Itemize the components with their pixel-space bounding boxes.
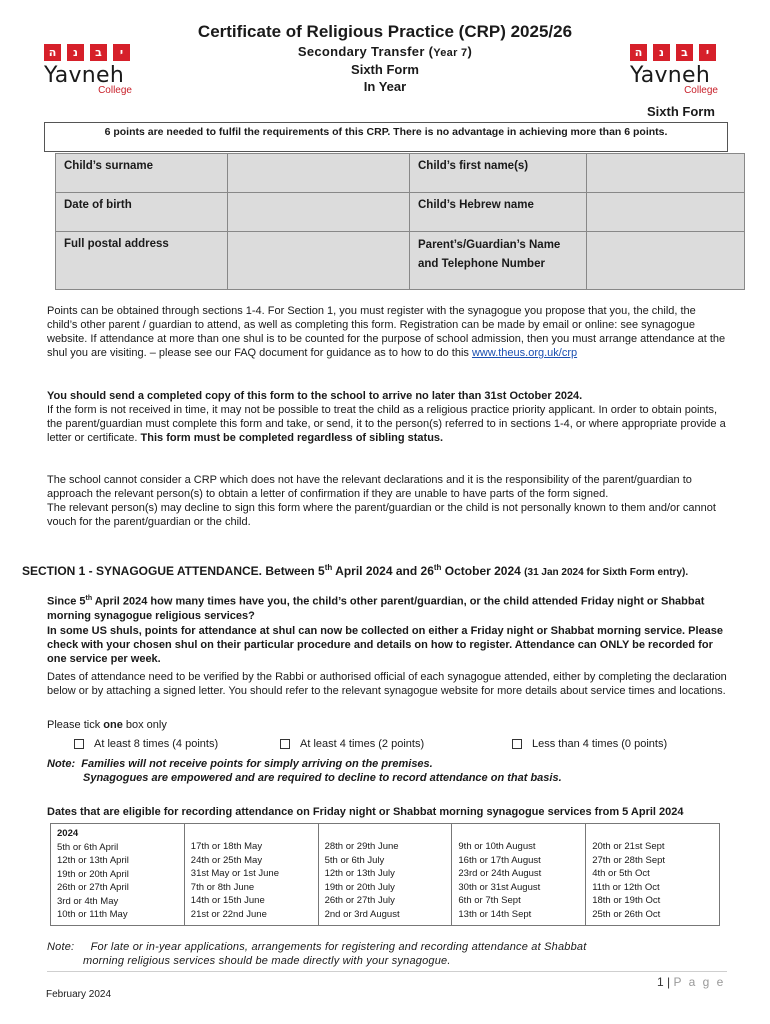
bottom-note [47,940,727,968]
heading-part: April 2024 and 26 [332,564,434,578]
intro-paragraph [47,304,727,360]
table-row [56,154,745,193]
date-cell: 26th or 27th April [57,882,129,893]
note-block [47,757,727,785]
yavneh-logo-left [44,44,144,96]
label-telephone: and Telephone Number [418,258,545,270]
date-cell: 7th or 8th June [190,881,255,893]
label-address: Full postal address [56,232,228,290]
hebrew-letter: י [113,44,130,61]
date-cell: 26th or 27th July [324,895,395,906]
page-num: 1 | [657,975,674,989]
consider-paragraph [47,473,727,529]
question-sup: th [85,595,93,602]
first-name-field[interactable] [587,154,745,193]
option-label: Less than 4 times (0 points) [532,738,668,750]
date-cell: 19th or 20th July [324,881,395,893]
logo-college: College [684,85,718,96]
option-4-times[interactable] [280,738,512,750]
note-line-1: Families will not receive points for simply arriving on the premises. [81,758,433,770]
date-cell: 17th or 18th May [190,841,263,852]
note-label: Note: [47,758,76,770]
date-cell: 6th or 7th Sept [458,895,521,906]
table-row [56,193,745,232]
label-parent [410,232,587,290]
tick-instruction [47,718,727,732]
subtitle-main: Secondary Transfer ( [297,44,434,59]
verification-paragraph: Dates of attendance need to be verified by the Rabbi or authorised official of each synagogue attended, either by completing the declaration below or by attaching a signed letter. You should refer to the relevant synagogue website for more details about service times and locations. [47,671,727,697]
year-label: 2024 [57,828,79,839]
hebrew-letter: נ [67,44,84,61]
option-label: At least 8 times (4 points) [94,738,219,750]
checkbox[interactable] [512,739,522,749]
footer-date: February 2024 [46,989,112,1000]
in-year-line: In Year [363,79,407,94]
note-line-2: Synagogues are empowered and are required to decline to record attendance on that basis. [83,772,562,784]
logo-college: College [98,85,132,96]
bottom-note-line-2: morning religious services should be made directly with your synagogue. [83,955,451,967]
dates-column [184,824,318,926]
question-part: Since 5 [47,595,86,608]
date-cell: 5th or 6th April [57,841,119,853]
hebrew-letter: ה [44,44,61,61]
eligible-dates-heading: Dates that are eligible for recording attendance on Friday night or Shabbat morning synagogue services from 5 April 2024 [47,806,684,818]
date-cell: 12th or 13th July [324,868,395,879]
attendance-question [47,592,727,623]
subtitle-close: ) [467,44,473,59]
dates-column [51,824,185,926]
dates-column [318,824,452,926]
date-cell: 24th or 25th May [190,854,263,866]
date-cell: 18th or 19th Oct [592,895,661,906]
date-cell: 12th or 13th April [57,855,129,866]
document-title: Certificate of Religious Practice (CRP) 2025/26 [197,22,573,41]
tick-text: Please tick [47,719,104,731]
address-field[interactable] [228,232,410,290]
send-deadline: You should send a completed copy of this form to the school to arrive no later than 31st October 2024. [47,390,583,402]
checkbox[interactable] [280,739,290,749]
hebrew-letter: נ [653,44,670,61]
date-cell: 30th or 31st August [458,881,541,893]
date-cell: 9th or 10th August [458,841,536,852]
points-notice: 6 points are needed to fulfil the requirements of this CRP. There is no advantage in achieving more than 6 points. [44,122,728,152]
date-cell: 10th or 11th May [57,909,128,920]
logo-name: Yavneh [630,63,711,88]
table-row [56,232,745,290]
date-cell: 23rd or 24th August [458,868,542,879]
us-shuls-paragraph: In some US shuls, points for attendance at shul can now be collected on either a Friday night or Shabbat morning service. Please check with your chosen shul on their particular procedure and details on how to register. Attendance can ONLY be recorded for one service per week. [47,625,724,665]
dates-column [452,824,586,926]
checkbox[interactable] [74,739,84,749]
label-surname: Child’s surname [56,154,228,193]
hebrew-letters [630,44,730,61]
date-cell: 28th or 29th June [324,841,399,852]
date-cell: 2nd or 3rd August [324,908,400,920]
date-cell: 21st or 22nd June [190,908,267,920]
label-hebrew-name: Child’s Hebrew name [410,193,587,232]
intro-text: Points can be obtained through sections 1-4. For Section 1, you must register with the synagogue you propose that you, the child, the child’s other parent / guardian to attend, as well as completing this form. Registration can be made by email or online: see synagogue website. If attendance at more than one shul is to be counted for the purpose of school admission, then you must arrange attendance at the shul you are visiting. – please see our FAQ document for guidance as to how to do this [47,305,726,359]
date-cell: 14th or 15th June [190,895,265,906]
bottom-note-line-1: For late or in-year applications, arrangements for registering and recording attendance at Shabbat [90,941,587,953]
send-paragraph [47,389,727,445]
send-text: If the form is not received in time, it may not be possible to treat the child as a religious practice priority applicant. In order to obtain points, the parent/guardian must complete this form and take, or send, it to the person(s) referred to in sections 1-4, or where appropriate provide a letter or certificate. [47,404,726,444]
dates-table [50,823,720,926]
heading-sup: th [324,563,333,572]
option-less-4[interactable] [512,738,667,750]
footer-divider [47,971,727,972]
attendance-options [74,738,734,750]
sixth-form-label: Sixth Form [647,104,715,119]
heading-part: SECTION 1 - SYNAGOGUE ATTENDANCE. Between 5 [22,564,325,578]
hebrew-letter: ב [676,44,693,61]
hebrew-letter: ב [90,44,107,61]
heading-small: (31 Jan 2024 for Sixth Form entry). [524,567,689,578]
option-label: At least 4 times (2 points) [300,738,425,750]
dob-field[interactable] [228,193,410,232]
sixth-form-line: Sixth Form [351,62,419,77]
heading-sup: th [433,563,442,572]
date-cell: 25th or 26th Oct [592,908,661,920]
label-parent-name: Parent’s/Guardian’s Name [418,239,561,251]
child-details-table [55,153,745,290]
option-8-times[interactable] [74,738,280,750]
consider-text-1: The school cannot consider a CRP which does not have the relevant declarations and it is the responsibility of the parent/guardian to approach the relevant person(s) to obtain a letter of confirmation if they are unable to have parts of the form signed. [47,474,692,500]
label-first-name: Child’s first name(s) [410,154,587,193]
date-cell: 4th or 5th Oct [592,868,650,879]
date-cell: 5th or 6th July [324,854,385,866]
date-cell: 19th or 20th April [57,868,129,880]
surname-field[interactable] [228,154,410,193]
consider-text-2: The relevant person(s) may decline to sign this form where the parent/guardian or the child is not personally known to them and/or cannot vouch for the parent/guardian or the child. [47,502,716,528]
question-part: April 2024 how many times have you, the child’s other parent/guardian, or the child attended Friday night or Shabbat morning synagogue religious services? [47,595,705,622]
section-1-heading [22,561,727,580]
date-cell: 3rd or 4th May [57,895,119,907]
date-cell: 13th or 14th Sept [458,908,532,920]
page-word: P a g e [673,975,726,989]
hebrew-name-field[interactable] [587,193,745,232]
crp-link[interactable]: www.theus.org.uk/crp [471,347,578,359]
date-cell: 16th or 17th August [458,854,541,866]
date-cell: 27th or 28th Sept [592,854,666,866]
bottom-note-label: Note: [47,941,75,953]
hebrew-letters [44,44,144,61]
hebrew-letter: ה [630,44,647,61]
subtitle-small: Year 7 [433,47,468,59]
page-number [657,975,725,989]
heading-part: October 2024 [441,564,525,578]
logo-name: Yavneh [44,63,125,88]
date-cell: 31st May or 1st June [190,868,279,879]
parent-field[interactable] [587,232,745,290]
date-cell: 11th or 12th Oct [592,881,660,893]
dates-column [586,824,720,926]
send-bold-end: This form must be completed regardless of sibling status. [140,432,444,444]
label-dob: Date of birth [56,193,228,232]
date-cell: 20th or 21st Sept [592,841,665,852]
tick-bold: one [103,719,123,731]
tick-text: box only [122,719,167,731]
hebrew-letter: י [699,44,716,61]
yavneh-logo-right [630,44,730,96]
table-row [51,824,720,926]
